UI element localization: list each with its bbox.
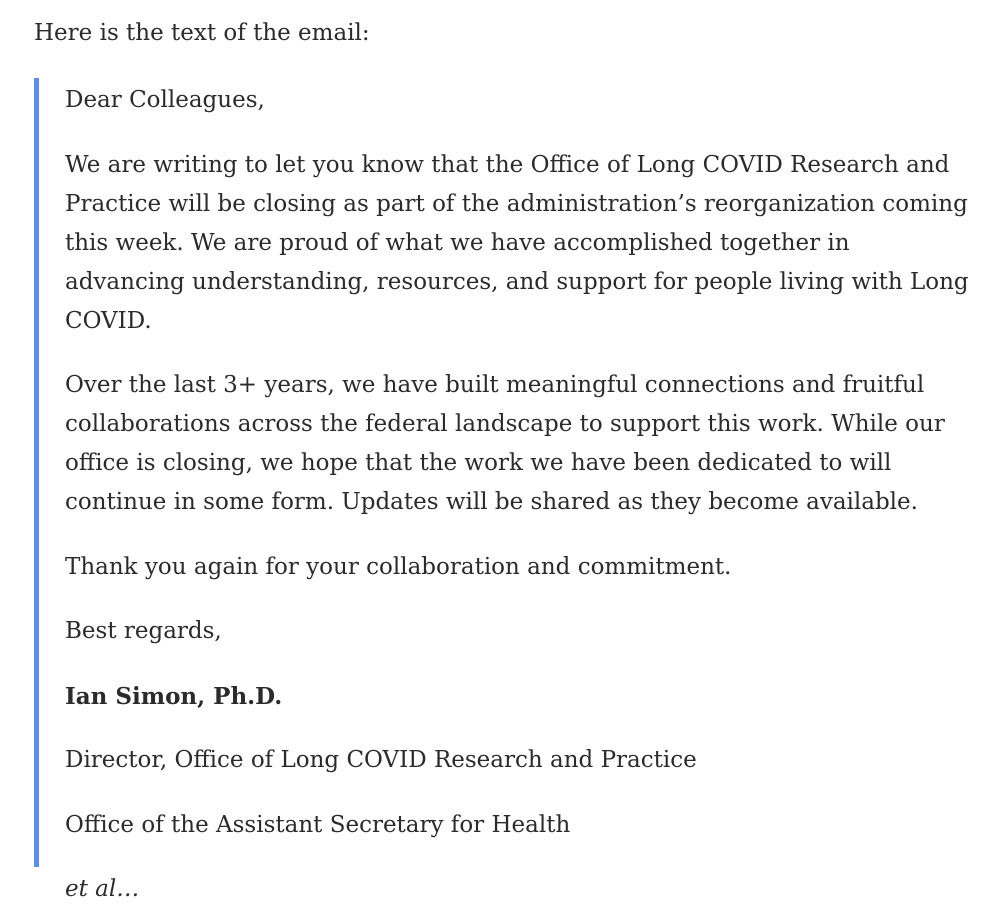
email-closing: Best regards,: [65, 618, 222, 644]
email-trailer: et al…: [65, 876, 140, 902]
email-paragraph-3: Thank you again for your collaboration and commitment.: [65, 553, 732, 580]
email-paragraph-2: Over the last 3+ years, we have built meaningful connections and fruitful collaborations across the federal landscape to support this work. While our office is closing, we hope that the work we have been dedicated to will continue in some form. Updates will be shared as they become available.: [65, 372, 945, 515]
intro-text: Here is the text of the email:: [34, 20, 370, 46]
signer-office: Office of the Assistant Secretary for Health: [65, 811, 571, 838]
email-paragraph-1: We are writing to let you know that the Office of Long COVID Research and Practice will be closing as part of the administration’s reorganization coming this week. We are proud of what we have accomplished together in advancing understanding, resources, and support for people living with Long COVID.: [65, 151, 969, 334]
email-blockquote: [34, 78, 974, 902]
signer-name: Ian Simon, Ph.D.: [65, 682, 283, 710]
signer-title: Director, Office of Long COVID Research and Practice: [65, 747, 697, 773]
email-salutation: Dear Colleagues,: [65, 87, 265, 113]
